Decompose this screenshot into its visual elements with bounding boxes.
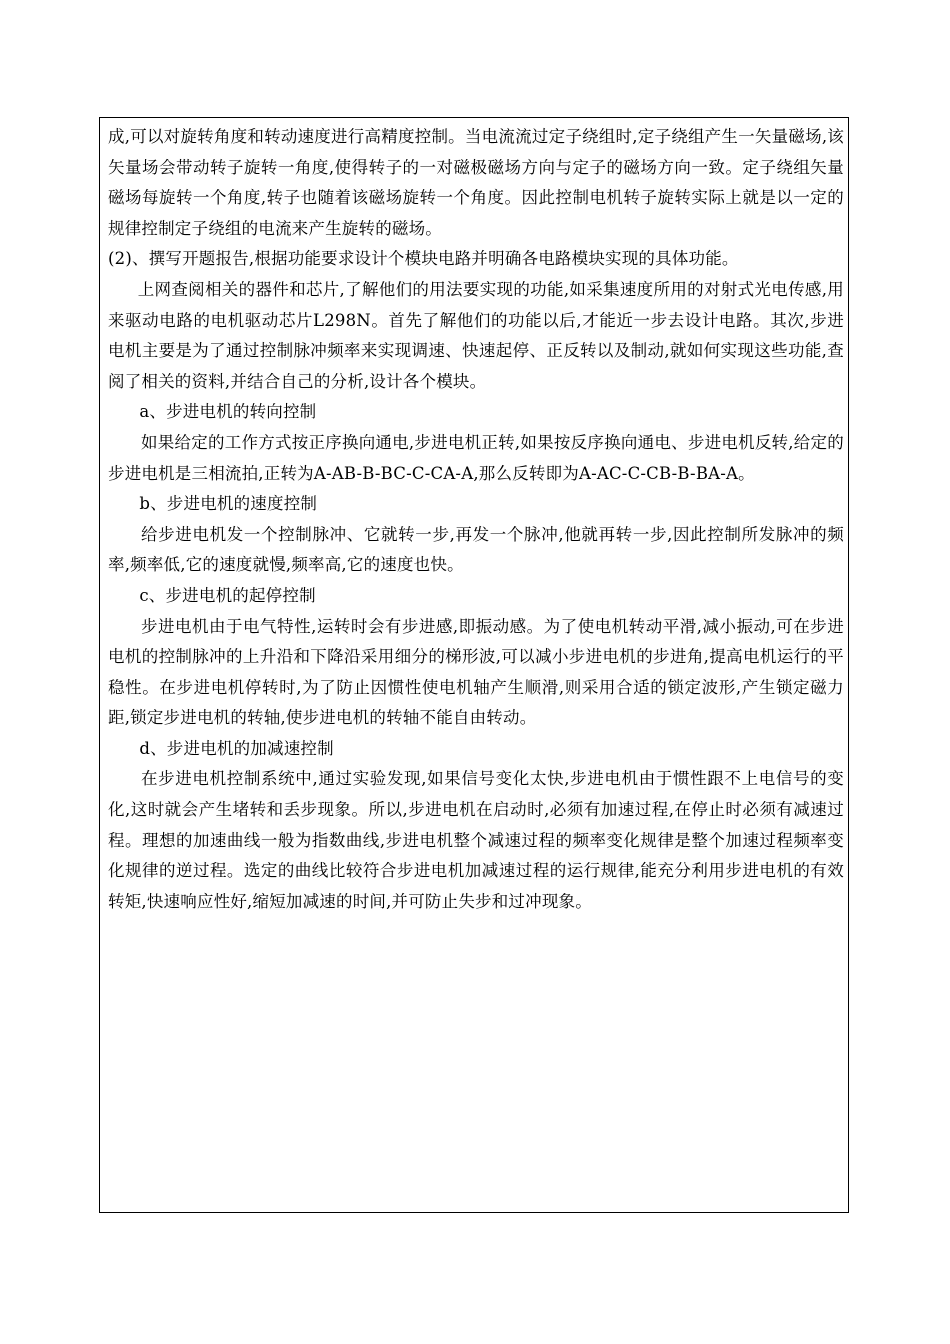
document-body [108,122,844,917]
subheading-start-stop-control: c、步进电机的起停控制 [139,585,316,605]
paragraph-research: 上网查阅相关的器件和芯片,了解他们的用法要实现的功能,如采集速度所用的对射式光电传感,用来驱动电路的电机驱动芯片L298N。首先了解他们的功能以后,才能近一步去设计电路。其次,步进电机主要是为了通过控制脉冲频率来实现调速、快速起停、正反转以及制动,就如何实现这些功能,查阅了相关的资料,并结合自己的分析,设计各个模块。 [108,279,844,391]
paragraph-start-stop-control: 步进电机由于电气特性,运转时会有步进感,即振动感。为了使电机转动平滑,减小振动,可在步进电机的控制脉冲的上升沿和下降沿采用细分的梯形波,可以减小步进电机的步进角,提高电机运行的平稳性。在步进电机停转时,为了防止因惯性使电机轴产生顺滑,则采用合适的锁定波形,产生锁定磁力距,锁定步进电机的转轴,使步进电机的转轴不能自由转动。 [108,616,844,728]
subheading-direction-control: a、步进电机的转向控制 [139,402,317,422]
paragraph-direction-control: 如果给定的工作方式按正序换向通电,步进电机正转,如果按反序换向通电、步进电机反转,给定的步进电机是三相流拍,正转为A-AB-B-BC-C-CA-A,那么反转即为A-AC-C-CB-B-BA-A。 [108,432,844,483]
paragraph-step-2: (2)、撰写开题报告,根据功能要求设计个模块电路并明确各电路模块实现的具体功能。 [108,249,739,269]
paragraph-accel-decel-control: 在步进电机控制系统中,通过实验发现,如果信号变化太快,步进电机由于惯性跟不上电信号的变化,这时就会产生堵转和丢步现象。所以,步进电机在启动时,必须有加速过程,在停止时必须有减速过程。理想的加速曲线一般为指数曲线,步进电机整个减速过程的频率变化规律是整个加速过程频率变化规律的逆过程。选定的曲线比较符合步进电机加减速过程的运行规律,能充分利用步进电机的有效转矩,快速响应性好,缩短加减速的时间,并可防止失步和过冲现象。 [108,769,844,911]
paragraph-stepper-principle: 成,可以对旋转角度和转动速度进行高精度控制。当电流流过定子绕组时,定子绕组产生一矢量磁场,该矢量场会带动转子旋转一角度,使得转子的一对磁极磁场方向与定子的磁场方向一致。定子绕组矢量磁场每旋转一个角度,转子也随着该磁场旋转一个角度。因此控制电机转子旋转实际上就是以一定的规律控制定子绕组的电流来产生旋转的磁场。 [108,127,844,238]
subheading-accel-decel-control: d、步进电机的加减速控制 [139,738,334,758]
paragraph-speed-control: 给步进电机发一个控制脉冲、它就转一步,再发一个脉冲,他就再转一步,因此控制所发脉冲的频率,频率低,它的速度就慢,频率高,它的速度也快。 [108,524,844,575]
subheading-speed-control: b、步进电机的速度控制 [139,494,318,514]
